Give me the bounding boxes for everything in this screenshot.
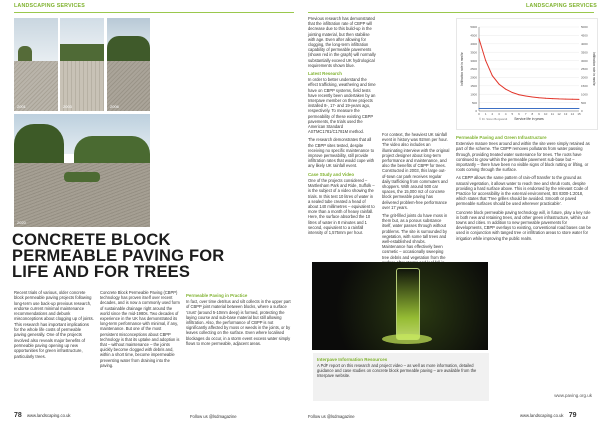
chart-y2label: Infiltration rate in mm/hr bbox=[592, 52, 596, 86]
chart-point bbox=[525, 96, 526, 97]
article-title bbox=[12, 232, 297, 280]
sidebar-body: A PdF report on this research and project video – as well as more information, detailed guidance and case studies on concrete block permeable paving – are available from the Interpave website. bbox=[317, 363, 477, 379]
paragraph: The research demonstrates that all the CBPP sites tested, despite receiving no specific maintenance to improve permeability, still provide infiltration rates that would cope with any likely UK rainfall event. bbox=[308, 137, 374, 169]
chart-point bbox=[559, 98, 560, 99]
chart-xtick-label: 8 bbox=[531, 112, 534, 116]
header-rule bbox=[14, 12, 294, 13]
chart-y2tick-label: 3500 bbox=[581, 50, 588, 55]
chart-point bbox=[485, 108, 486, 109]
photo-2001 bbox=[14, 18, 58, 111]
chart-point bbox=[565, 108, 566, 109]
chart-y2tick-label: 500 bbox=[581, 100, 587, 105]
chart-point bbox=[499, 84, 500, 85]
chart-source: © Dr. Sören Borgwardt bbox=[479, 117, 508, 121]
chart-point bbox=[552, 98, 553, 99]
chart-xtick-label: 15 bbox=[577, 112, 581, 116]
chart-y2tick-label: 3000 bbox=[581, 58, 588, 63]
photo-year-label: 2003 bbox=[63, 104, 72, 109]
chart-svg bbox=[457, 19, 597, 129]
chart-point bbox=[552, 108, 553, 109]
right-column-1 bbox=[308, 16, 376, 238]
infiltration-test-photo bbox=[312, 262, 488, 350]
chart-y2tick-label: 4500 bbox=[581, 33, 588, 38]
chart-point bbox=[512, 92, 513, 93]
paragraph: For context, the heaviest UK rainfall event in history was 92mm per hour. The video also includes an illuminating interview with the original project designer about long-term performance and maintenance, and also the benefits of CBPP for trees. Constructed in 2003, this large out-of-town car park receives regular daily trafficking from commuters and shoppers. With around 500 car spaces, the 15,000 m2 of concrete block permeable paving has delivered problem-free performance over 17 years. bbox=[382, 132, 450, 210]
body-column-2: Concrete Block Permeable Paving (CBPP) technology has proven itself over recent decades, and is now a commonly used form of sustainable drainage right around the world since the mid-1980s. Two decades of experience in the UK has demonstrated its long-term performance with minimal, if any, maintenance. But one of the most persistent misconceptions about CBPP technology is that its uptake and adoption is that – without maintenance – the joints quickly become clogged with debris and, within a short time, become impermeable preventing water from draining into the paving. bbox=[100, 290, 180, 368]
chart-ytick-label: 1500 bbox=[470, 84, 477, 88]
right-column-2 bbox=[382, 132, 450, 273]
chart-point bbox=[505, 108, 506, 109]
chart-ytick-label: 0 bbox=[475, 109, 477, 114]
photo-2020 bbox=[14, 114, 150, 227]
info-resources-box bbox=[313, 353, 489, 401]
chart-y2tick-label: 2000 bbox=[581, 75, 588, 80]
infiltration-chart bbox=[456, 18, 598, 130]
chart-point bbox=[485, 60, 486, 61]
paragraph: In order to better understand the effect trafficking, weathering and time have on CBPP systems, field tests have recently been undertaken by an Interpave member on three projects installed 8-, 17- and 19-years ago, respectively. To measure the permeability of these existing CBPP pavements, the trials used the American Standard ASTMC1781/C1781M method. bbox=[308, 77, 376, 135]
chart-xtick-label: 4 bbox=[504, 112, 507, 116]
chart-y2tick-label: 1000 bbox=[581, 92, 588, 97]
intro-text: Recent trials of various, older concrete block permeable paving projects following long-term use back-up previous research, endorse current minimal maintenance recommendations and debunk misconceptions about clogging up of joints. This research has important implications for the whole life costs of permeable paving generally. One of the projects involved also reveals major benefits of permeable paving opening up new opportunities for green infrastructure, particularly trees. bbox=[14, 290, 94, 359]
paragraph: The grit-filled joints do have moss in them but, as a porous substance itself, water passes through without problems. The site is surrounded by vegetation, with some tall trees and well-established shrubs. Maintenance has effectively been cosmetic – occasionally sweeping tree debris and vegetation from the bbox=[382, 213, 448, 260]
photo-2006 bbox=[107, 18, 150, 111]
chart-point bbox=[579, 99, 580, 100]
chart-y2tick-label: 0 bbox=[581, 109, 583, 114]
resource-link[interactable]: www.paving.org.uk bbox=[554, 393, 592, 398]
section-header: LANDSCAPING SERVICES bbox=[14, 3, 86, 9]
title-line: CONCRETE BLOCK bbox=[12, 231, 171, 249]
chart-point bbox=[559, 108, 560, 109]
chart-point bbox=[572, 108, 573, 109]
chart-xtick-label: 10 bbox=[543, 112, 548, 116]
chart-xtick-label: 12 bbox=[557, 112, 561, 116]
chart-point bbox=[572, 99, 573, 100]
paragraph: Concrete block permeable paving technology will, in future, play a key role in both new and retaining trees, and other green infrastructure, within our towns and cities. In addition to new permeable pavements for developments, CBPP overlays to existing, conventional road bases can be used in conjunction with tanged tree or infiltration areas to store water for irrigation while improving the public realm. bbox=[456, 209, 591, 241]
chart-ytick-label: 4000 bbox=[470, 42, 477, 46]
page-number: 78 bbox=[14, 412, 22, 419]
chart-xtick-label: 9 bbox=[538, 112, 540, 116]
title-line: PERMEABLE PAVING FOR bbox=[12, 247, 225, 265]
chart-ytick-label: 2000 bbox=[470, 75, 477, 80]
footer-social: Follow us @lsdmagazine bbox=[308, 414, 355, 419]
chart-xtick-label: 14 bbox=[570, 112, 575, 116]
chart-point bbox=[579, 108, 580, 109]
paragraph: As CBPP allows the same pattern of rain-off transfer to the ground as natural vegetation, it allows water to reach tree and shrub roots, despite providing a hard surface above. This is endorsed by the relevant Code of Practice for accessibility in the external environment, BS 8300-1:2018, which states that 'Tree grilles should be avoided. Smooth or paved permeable surfaces should be used wherever practicable'. bbox=[456, 175, 588, 207]
chart-xtick-label: 1 bbox=[484, 112, 487, 116]
chart-point bbox=[545, 98, 546, 99]
chart-ytick-label: 4500 bbox=[470, 33, 477, 38]
subheading: Case Study and Video bbox=[308, 171, 355, 177]
photo-2003 bbox=[60, 18, 104, 111]
subheading: Permeable Paving in Practice bbox=[186, 293, 248, 298]
chart-xtick-label: 11 bbox=[550, 112, 554, 116]
chart-point bbox=[532, 97, 533, 98]
chart-point bbox=[479, 108, 480, 109]
section-header: LANDSCAPING SERVICES bbox=[526, 3, 598, 9]
chart-point bbox=[545, 108, 546, 109]
right-column-3 bbox=[456, 132, 594, 244]
chart-point bbox=[492, 108, 493, 109]
chart-y2tick-label: 2500 bbox=[581, 67, 588, 72]
chart-xtick-label: 3 bbox=[498, 112, 500, 116]
chart-y2tick-label: 5000 bbox=[581, 25, 588, 30]
photo-year-label: 2020 bbox=[17, 220, 26, 225]
paragraph: One of the projects considered – Martlesham Park and Ride, Suffolk – is the subject of a video showing the trials. In this test 10 litres of water in a sealed tube created a head of about 140 millimetres – equivalent to more than a month of heavy rainfall. Here, the surface absorbed the 10 litres of water in 8 minutes and 1 second, equivalent to a rainfall intensity of 1,575mm per hour. bbox=[308, 177, 375, 235]
chart-point bbox=[499, 108, 500, 109]
chart-point bbox=[539, 108, 540, 109]
chart-ylabel: Infiltration rate in mm/hr bbox=[460, 52, 464, 86]
chart-ytick-label: 1000 bbox=[470, 92, 477, 97]
paragraph: In fact, over time detritus and silt collects in the upper part of CBPP joint material between blocks, where a surface 'crust' (around 5-10mm deep) is formed, protecting the laying course and sub-base material but still allowing infiltration. Also, the performance of CBPP is not significantly affected by moss or weeds in the joints, or by leaves collecting on the surface. Even where localised blockages do occur, in a storm event excess water simply flows to more permeable, adjacent areas. bbox=[186, 299, 291, 346]
chart-xtick-label: 7 bbox=[524, 112, 527, 116]
chart-xtick-label: 0 bbox=[478, 112, 480, 116]
paragraph: Extensive mature trees around and within the site were simply retained as part of the scheme. The CBPP removes pollutants from water passing through, providing treated water sustenance for trees. The roots have continued to grow within the permeable pavement sub-base but – importantly – there have been no visible signs of block rutting or lifting, or roots coming through the surface. bbox=[456, 141, 590, 173]
chart-ytick-label: 3000 bbox=[470, 58, 477, 63]
chart-point bbox=[492, 75, 493, 76]
title-line: LIFE AND FOR TREES bbox=[12, 263, 191, 281]
subheading: Permeable Paving and Green Infrastructure bbox=[456, 135, 547, 140]
paragraph: Previous research has demonstrated that the infiltration rate of CBPP will decrease due to this build-up in the jointing material, but then stabilise with age. Even after allowing for clogging, the long-term infiltration capability of permeable pavements (shown red in the graph) will normally substantially exceed UK hydrological requirements shown blue. bbox=[308, 16, 376, 68]
chart-point bbox=[479, 38, 480, 39]
chart-point bbox=[519, 94, 520, 95]
chart-point bbox=[505, 89, 506, 90]
sidebar-title: Interpave Information Resources bbox=[317, 357, 388, 362]
chart-y2tick-label: 4000 bbox=[581, 42, 588, 46]
chart-point bbox=[519, 108, 520, 109]
chart-ytick-label: 2500 bbox=[470, 67, 477, 72]
chart-xtick-label: 2 bbox=[491, 112, 494, 116]
chart-point bbox=[539, 97, 540, 98]
footer-site: www.landscaping.co.uk bbox=[520, 413, 564, 418]
chart-point bbox=[565, 99, 566, 100]
page-number: 79 bbox=[568, 412, 577, 419]
chart-xtick-label: 6 bbox=[518, 112, 520, 116]
chart-point bbox=[512, 108, 513, 109]
photo-year-label: 2006 bbox=[110, 104, 119, 109]
body-column-3 bbox=[186, 290, 294, 349]
chart-ytick-label: 500 bbox=[471, 100, 477, 105]
photo-year-label: 2001 bbox=[17, 104, 26, 109]
chart-xtick-label: 13 bbox=[563, 112, 568, 116]
chart-point bbox=[525, 108, 526, 109]
footer-site: www.landscaping.co.uk bbox=[26, 413, 71, 418]
right-page bbox=[300, 0, 600, 424]
chart-point bbox=[532, 108, 533, 109]
right-footer bbox=[520, 412, 577, 419]
footer-social: Follow us @lsdmagazine bbox=[190, 414, 237, 419]
chart-y2tick-label: 1500 bbox=[581, 84, 588, 88]
chart-xlabel: Service life in years bbox=[514, 117, 544, 121]
subheading: Latest Research bbox=[308, 71, 342, 77]
chart-ytick-label: 5000 bbox=[470, 25, 477, 30]
left-footer bbox=[14, 412, 71, 419]
chart-xtick-label: 5 bbox=[511, 112, 514, 116]
header-rule bbox=[308, 12, 594, 13]
chart-ytick-label: 3500 bbox=[470, 50, 477, 55]
